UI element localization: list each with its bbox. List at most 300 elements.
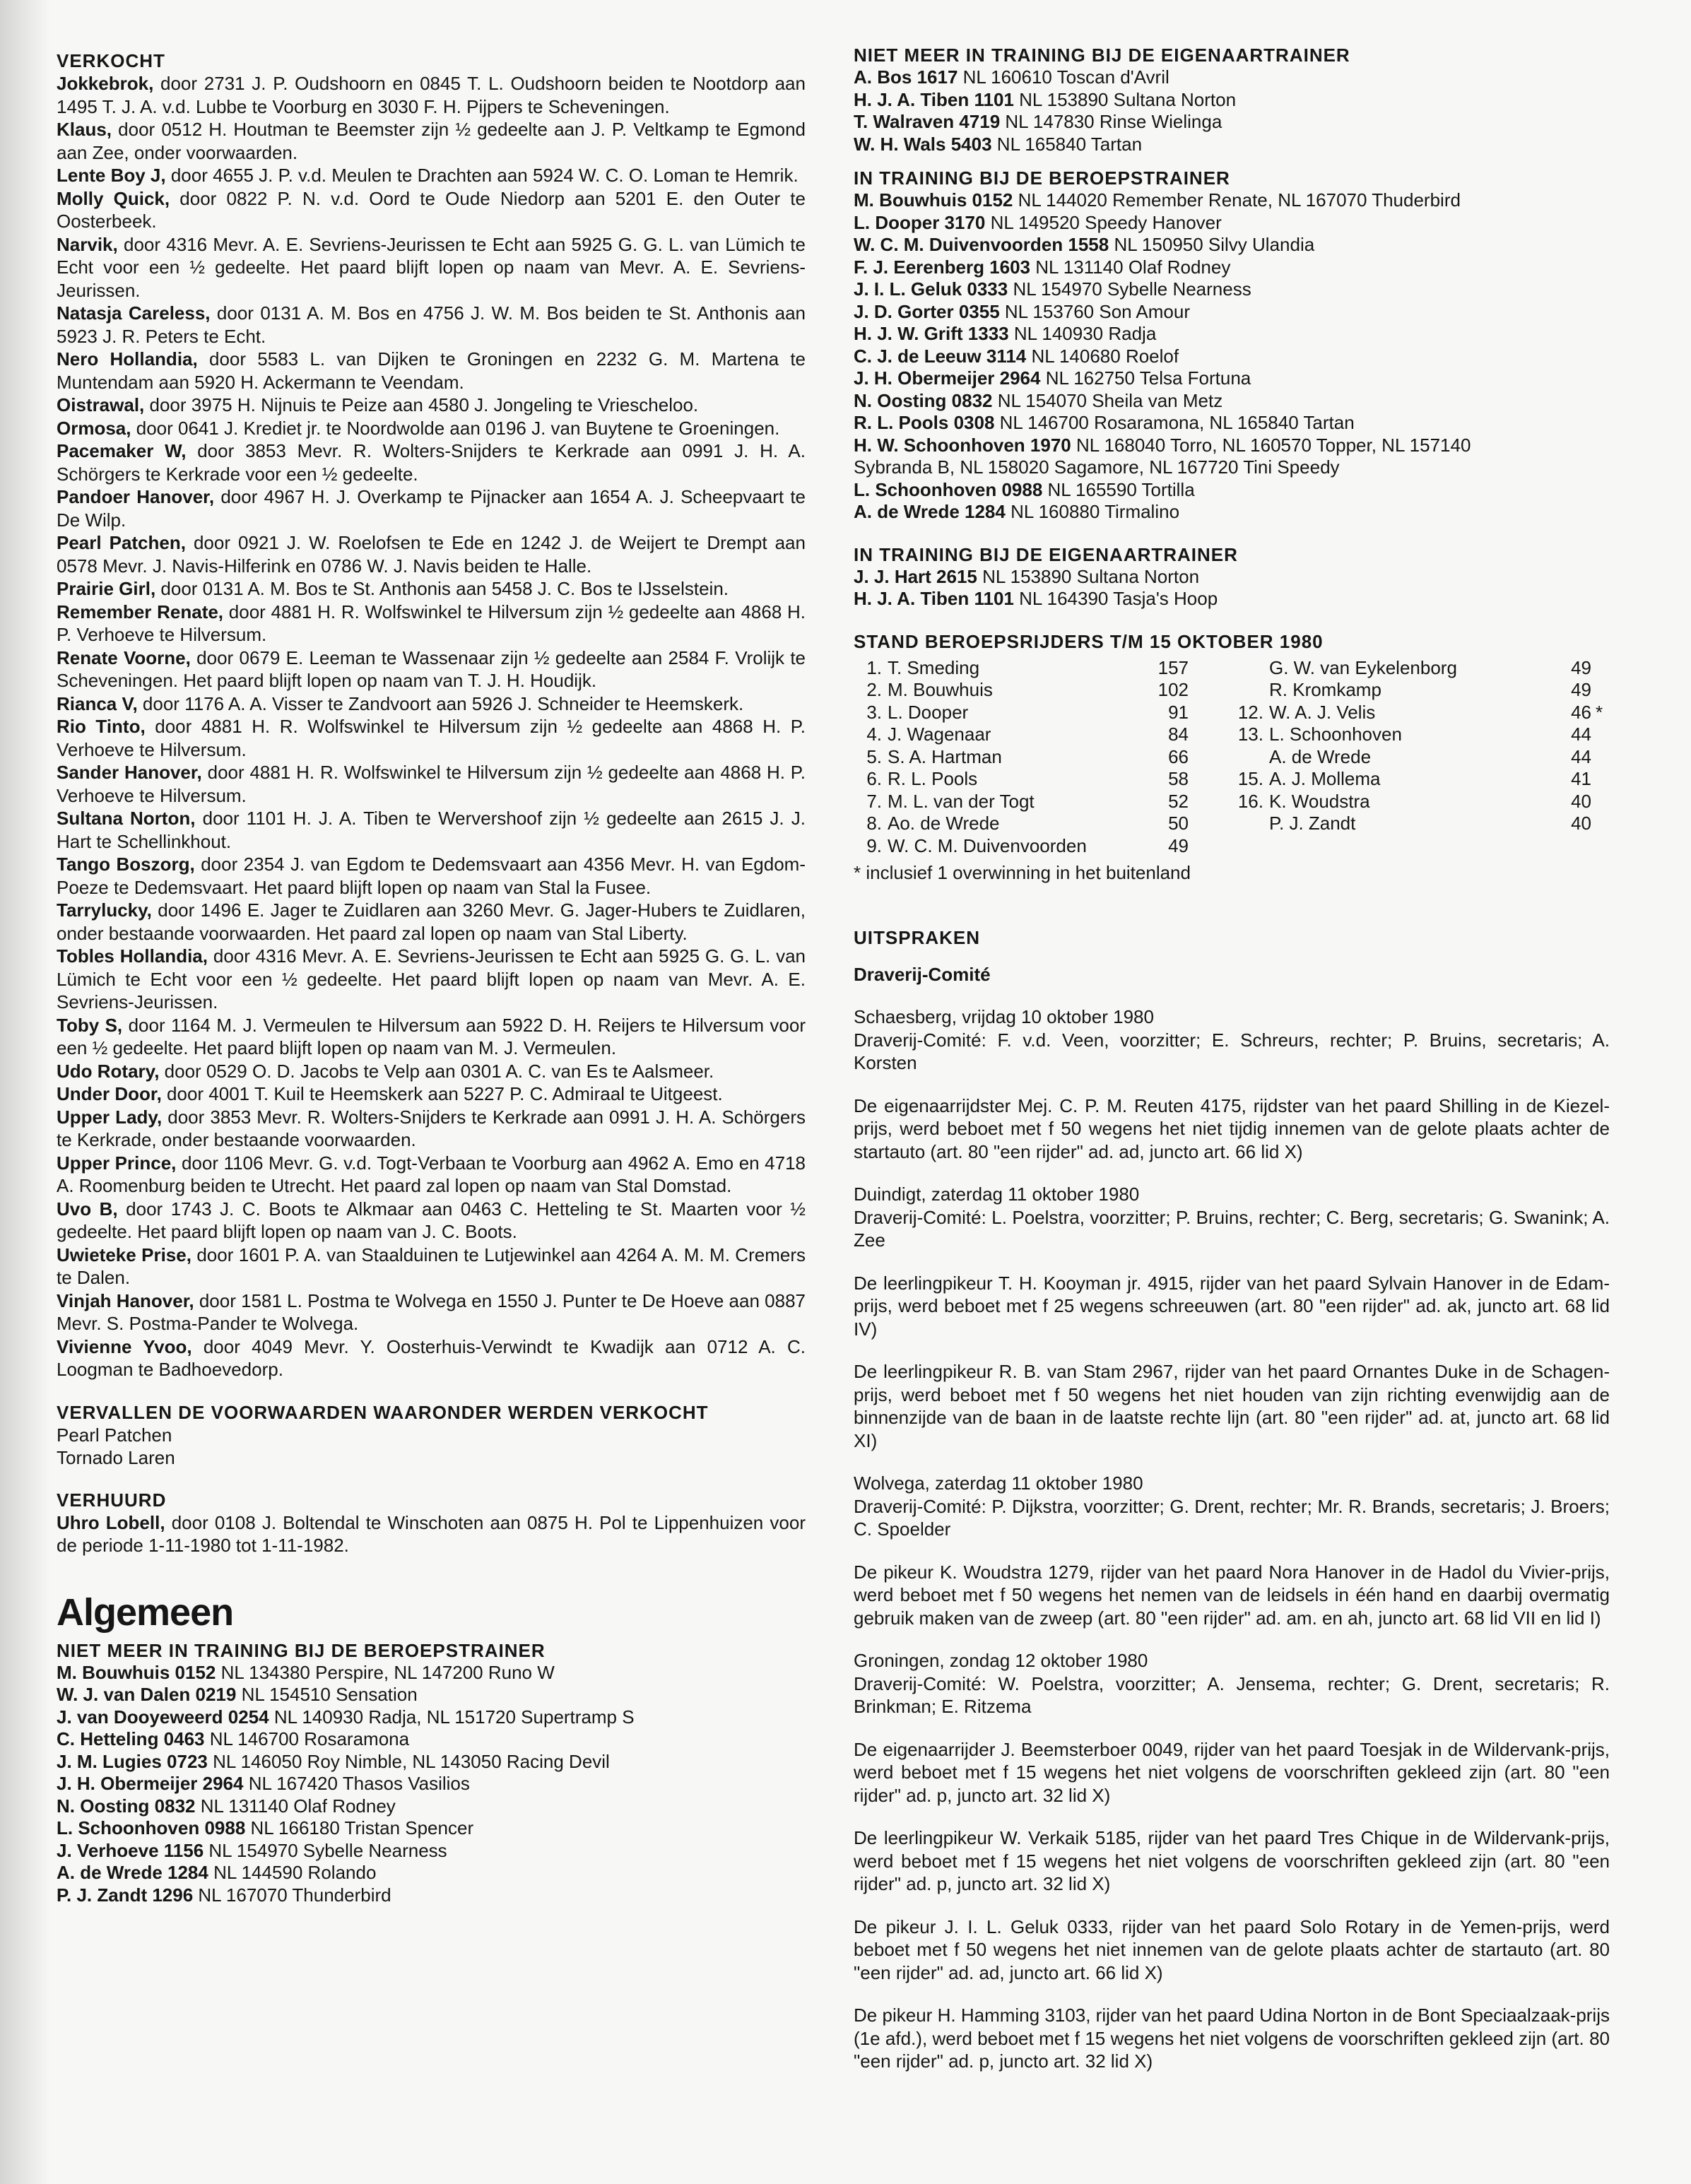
sale-entry: [57, 394, 806, 417]
entry-text: door 4316 Mevr. A. E. Sevriens-Jeurissen te Echt aan 5925 G. G. L. van Lümich te Echt voor een ½ gedeelte. Het paard blijft lopen op naam van Mevr. A. E. Sevriens-Jeurissen.: [57, 945, 806, 1013]
horse-list: NL 153890 Sultana Norton: [982, 565, 1200, 587]
entry-text: door 4001 T. Kuil te Heemskerk aan 5227 P. C. Admiraal te Uitgeest.: [167, 1083, 723, 1104]
horse-list: NL 140680 Roelof: [1031, 345, 1179, 367]
rank: [1235, 657, 1269, 680]
points: 84: [1168, 724, 1189, 745]
horse-list: NL 144590 Rolando: [213, 1862, 377, 1883]
training-entry: [854, 390, 1610, 413]
training-entry: [854, 212, 1610, 235]
training-entry: [854, 367, 1610, 390]
trainer-name: T. Walraven 4719: [854, 111, 1001, 132]
horse-name: Rio Tinto,: [57, 716, 146, 737]
horse-list: NL 131140 Olaf Rodney: [200, 1795, 396, 1817]
training-entry: [854, 456, 1610, 479]
sale-entry: [57, 945, 806, 1014]
horse-list: NL 168040 Torro, NL 160570 Topper, NL 157140: [1076, 434, 1471, 456]
horse-name: Pearl Patchen: [57, 1424, 172, 1446]
left-column: [57, 49, 806, 1906]
horse-list: NL 146700 Rosaramona, NL 165840 Tartan: [999, 412, 1355, 433]
footnote-mark: [1591, 813, 1610, 835]
sale-entry: [57, 692, 806, 716]
points: 52: [1168, 790, 1189, 812]
points: 49: [1571, 656, 1591, 678]
horse-name: Uwieteke Prise,: [57, 1244, 192, 1265]
entry-text: door 0131 A. M. Bos en 4756 J. W. M. Bos beiden te St. Anthonis aan 5923 J. R. Peters te Echt.: [57, 302, 806, 347]
entry-text: door 0641 J. Krediet jr. te Noordwolde aan 0196 J. van Buytene te Groeningen.: [136, 417, 780, 439]
rank: 13.: [1237, 724, 1263, 745]
rank: 16.: [1237, 790, 1263, 812]
rider-name: G. W. van Eykelenborg: [1269, 656, 1457, 678]
rider-name: K. Woudstra: [1269, 790, 1370, 812]
sale-entry: [57, 302, 806, 348]
trainer-name: H. J. A. Tiben 1101: [854, 88, 1014, 110]
trainer-name: C. J. de Leeuw 3114: [854, 345, 1027, 367]
entry-text: door 1601 P. A. van Staalduinen te Lutjewinkel aan 4264 A. M. M. Cremers te Dalen.: [57, 1244, 806, 1288]
trainer-name: L. Schoonhoven 0988: [57, 1817, 246, 1838]
horse-list: NL 140930 Radja, NL 151720 Supertramp S: [273, 1706, 635, 1728]
meeting-place-date: Schaesberg, vrijdag 10 oktober 1980: [854, 1006, 1154, 1027]
training-entry: [57, 1840, 806, 1863]
standings-row: [1235, 813, 1610, 835]
standings-row: [854, 679, 1207, 702]
trainer-name: N. Oosting 0832: [57, 1795, 196, 1817]
in-beroeps-heading: IN TRAINING BIJ DE BEROEPSTRAINER: [854, 167, 1230, 189]
points: 66: [1168, 745, 1189, 767]
standings-row: [1235, 679, 1610, 702]
horse-name: Lente Boy J,: [57, 165, 166, 186]
sale-entry: [57, 1060, 806, 1083]
rank: 3.: [866, 701, 882, 723]
sale-entry: [57, 439, 806, 485]
entry-text: door 4881 H. R. Wolfswinkel te Hilversum zijn ½ gedeelte aan 4868 H. P. Verhoeve te Hilversum.: [57, 601, 806, 645]
horse-list: NL 167070 Thunderbird: [198, 1884, 391, 1906]
horse-list: NL 167420 Thasos Vasilios: [248, 1773, 470, 1794]
horse-name: Vivienne Yvoo,: [57, 1335, 192, 1357]
entry-text: door 3853 Mevr. R. Wolters-Snijders te Kerkrade aan 0991 J. H. A. Schörgers te Kerkrade, onder bestaande voorwaarden.: [57, 1106, 806, 1150]
horse-name: Upper Lady,: [57, 1106, 163, 1128]
ruling-text: De pikeur J. I. L. Geluk 0333, rijder van het paard Solo Rotary in de Yemen-prijs, werd beboet met f 50 wegens het niet innemen van de gelote plaats achter de startauto (art. 80 "een rijder" ad. ad, juncto art. 66 lid X): [854, 1916, 1610, 1983]
verkocht-heading: VERKOCHT: [57, 50, 165, 71]
footnote-mark: [1189, 835, 1207, 858]
trainer-name: A. de Wrede 1284: [57, 1862, 208, 1883]
comite-members: Draverij-Comité: L. Poelstra, voorzitter; P. Bruins, rechter; C. Berg, secretaris; G. Swanink; A. Zee: [854, 1206, 1610, 1251]
entry-text: door 0921 J. W. Roelofsen te Ede en 1242 J. de Weijert te Drempt aan 0578 Mevr. J. Navis-Hilferink en 0786 W. J. Navis beiden te Halle.: [57, 532, 806, 577]
sale-entry: [57, 899, 806, 945]
ruling-block: [854, 2004, 1610, 2073]
meeting-place-date: Groningen, zondag 12 oktober 1980: [854, 1650, 1148, 1671]
sale-entry: [57, 1082, 806, 1106]
niet-beroeps-heading: NIET MEER IN TRAINING BIJ DE BEROEPSTRAINER: [57, 1639, 546, 1661]
rank: 2.: [866, 679, 882, 700]
sale-entry: [57, 233, 806, 302]
entry-text: door 0131 A. M. Bos te St. Anthonis aan 5458 J. C. Bos te IJsselstein.: [160, 578, 729, 599]
ruling-text: De leerlingpikeur R. B. van Stam 2967, rijder van het paard Ornantes Duke in de Schagen-prijs, werd beboet met f 50 wegens het niet houden van zijn richting evenwijdig aan de binnenzijde van de baan in de laatste rechte lijn (art. 80 "een rijder" ad. at, juncto art. 68 lid XI): [854, 1361, 1610, 1451]
sale-entry: [57, 577, 806, 601]
entry-text: door 1176 A. A. Visser te Zandvoort aan 5926 J. Schneider te Heemskerk.: [142, 692, 744, 714]
trainer-name: R. L. Pools 0308: [854, 412, 995, 433]
ruling-text: De eigenaarrijdster Mej. C. P. M. Reuten 4175, rijdster van het paard Shilling in de Kiezel-prijs, werd beboet met f 50 wegens het niet tijdig innemen van de gelote plaats achter de startauto (art. 80 "een rijder" ad. ad, juncto art. 66 lid X): [854, 1094, 1610, 1162]
points: 49: [1571, 679, 1591, 700]
training-entry: [57, 1817, 806, 1840]
training-entry: [854, 301, 1610, 324]
training-entry: [57, 1684, 806, 1706]
entry-text: door 1743 J. C. Boots te Alkmaar aan 0463 C. Hetteling te St. Maarten voor ½ gedeelte. Het paard blijft lopen op naam van J. C. Boots.: [57, 1198, 806, 1242]
horse-name: Narvik,: [57, 233, 118, 255]
entry-text: door 1496 E. Jager te Zuidlaren aan 3260 Mevr. G. Jager-Hubers te Zuidlaren, onder bestaande voorwaarden. Het paard zal lopen op naam van Stal Liberty.: [57, 899, 806, 944]
footnote-mark: [1591, 657, 1610, 680]
rider-name: M. Bouwhuis: [888, 679, 993, 700]
ruling-block: [854, 1916, 1610, 1985]
footnote-mark: [1189, 768, 1207, 791]
horse-list: NL 146700 Rosaramona: [209, 1728, 410, 1749]
footnote-mark: [1591, 768, 1610, 791]
horse-name: Toby S,: [57, 1014, 123, 1036]
points: 41: [1571, 768, 1591, 789]
trainer-name: W. J. van Dalen 0219: [57, 1684, 237, 1705]
training-entry: [854, 566, 1610, 589]
horse-name: Tarrylucky,: [57, 899, 152, 921]
standings-row: [1235, 724, 1610, 746]
standings-row: [854, 724, 1207, 746]
comite-members: Draverij-Comité: P. Dijkstra, voorzitter; G. Drent, rechter; Mr. R. Brands, secretaris; J. Broers; C. Spoelder: [854, 1495, 1610, 1540]
training-entry: [854, 479, 1610, 502]
trainer-name: M. Bouwhuis 0152: [57, 1661, 216, 1683]
rider-name: R. Kromkamp: [1269, 679, 1381, 700]
rank: 7.: [866, 790, 882, 812]
horse-name: Vinjah Hanover,: [57, 1289, 194, 1311]
rank: 1.: [866, 656, 882, 678]
standings-row: [1235, 791, 1610, 813]
rider-name: L. Schoonhoven: [1269, 724, 1402, 745]
horse-list: NL 131140 Olaf Rodney: [1035, 256, 1231, 278]
trainer-name: J. van Dooyeweerd 0254: [57, 1706, 269, 1728]
horse-list: NL 134380 Perspire, NL 147200 Runo W: [220, 1661, 555, 1683]
trainer-name: J. I. L. Geluk 0333: [854, 278, 1008, 300]
sale-entry: [57, 1289, 806, 1335]
sale-entry: [57, 1152, 806, 1198]
footnote-mark: *: [1596, 701, 1603, 723]
rank: [1235, 813, 1269, 835]
training-entry: [854, 256, 1610, 279]
horse-name: Molly Quick,: [57, 187, 170, 209]
sale-entry: [57, 1106, 806, 1152]
horse-list: NL 153760 Son Amour: [1004, 300, 1190, 322]
training-entry: [854, 278, 1610, 301]
horse-name: Pandoer Hanover,: [57, 486, 215, 507]
comite-members: Draverij-Comité: W. Poelstra, voorzitter; A. Jensema, rechter; G. Drent, secretaris; R. Brinkman; E. Ritzema: [854, 1672, 1610, 1717]
footnote-mark: [1591, 746, 1610, 769]
training-entry: [854, 134, 1610, 156]
rank: 6.: [866, 768, 882, 789]
sale-entry: [57, 853, 806, 899]
entry-text: door 4316 Mevr. A. E. Sevriens-Jeurissen te Echt aan 5925 G. G. L. van Lümich te Echt voor een ½ gedeelte. Het paard blijft lopen op naam van Mevr. A. E. Sevriens-Jeurissen.: [57, 233, 806, 301]
ruling-text: De pikeur H. Hamming 3103, rijder van het paard Udina Norton in de Bont Speciaalzaak-prijs (1e afd.), werd beboet met f 15 wegens het niet volgens de voorschriften gekleed zijn (art. 80 "een rijder" ad. p, juncto art. 32 lid X): [854, 2005, 1610, 2072]
rider-name: W. A. J. Velis: [1269, 701, 1376, 723]
points: 49: [1168, 834, 1189, 856]
trainer-name: F. J. Eerenberg 1603: [854, 256, 1031, 278]
horse-name: Pacemaker W,: [57, 440, 187, 461]
horse-list: Sybranda B, NL 158020 Sagamore, NL 167720 Tini Speedy: [854, 456, 1340, 478]
training-entry: [854, 234, 1610, 256]
horse-list: NL 140930 Radja: [1013, 323, 1157, 344]
sale-entry: [57, 485, 806, 531]
comite-heading: Draverij-Comité: [854, 964, 991, 985]
rider-name: M. L. van der Togt: [888, 790, 1035, 812]
trainer-name: J. M. Lugies 0723: [57, 1750, 208, 1772]
sale-entry: [57, 348, 806, 394]
uitspraken-heading: UITSPRAKEN: [854, 927, 981, 948]
meeting-block: [854, 1183, 1610, 1252]
horse-list: NL 154070 Sheila van Metz: [997, 389, 1223, 411]
footnote-mark: [1591, 679, 1610, 702]
horse-list: NL 149520 Speedy Hanover: [990, 211, 1222, 233]
rank: 15.: [1237, 768, 1263, 789]
horse-list: NL 154510 Sensation: [241, 1684, 418, 1705]
trainer-name: J. H. Obermeijer 2964: [57, 1773, 244, 1794]
rank: 12.: [1237, 701, 1263, 723]
horse-list: NL 154970 Sybelle Nearness: [1013, 278, 1251, 300]
sale-entry: [57, 164, 806, 187]
entry-text: door 1106 Mevr. G. v.d. Togt-Verbaan te Voorburg aan 4962 A. Emo en 4718 A. Roomenburg beiden te Utrecht. Het paard zal lopen op naam van Stal Domstad.: [57, 1152, 806, 1196]
niet-beroeps-list: [57, 1662, 806, 1907]
stand-heading: STAND BEROEPSRIJDERS T/M 15 OKTOBER 1980: [854, 630, 1324, 652]
vervallen-heading: VERVALLEN DE VOORWAARDEN WAARONDER WERDEN VERKOCHT: [57, 1401, 709, 1423]
entry-text: door 0529 O. D. Jacobs te Velp aan 0301 A. C. van Es te Aalsmeer.: [164, 1060, 714, 1082]
training-entry: [57, 1773, 806, 1795]
trainer-name: L. Dooper 3170: [854, 211, 986, 233]
in-eigen-list: [854, 566, 1610, 610]
trainer-name: J. Verhoeve 1156: [57, 1839, 204, 1861]
entry-text: door 4881 H. R. Wolfswinkel te Hilversum zijn ½ gedeelte aan 4868 H. P. Verhoeve te Hilversum.: [57, 762, 806, 806]
horse-name: Udo Rotary,: [57, 1060, 160, 1082]
rank: 9.: [866, 834, 882, 856]
horse-name: Uhro Lobell,: [57, 1511, 165, 1533]
footnote-mark: [1189, 657, 1207, 680]
trainer-name: C. Hetteling 0463: [57, 1728, 205, 1749]
horse-name: Tobles Hollandia,: [57, 945, 208, 967]
footnote-mark: [1189, 746, 1207, 769]
trainer-name: J. D. Gorter 0355: [854, 300, 1000, 322]
entry-text: door 3853 Mevr. R. Wolters-Snijders te Kerkrade aan 0991 J. H. A. Schörgers te Kerkrade voor een ½ gedeelte.: [57, 440, 806, 485]
entry-text: door 4967 H. J. Overkamp te Pijnacker aan 1654 A. J. Scheepvaart te De Wilp.: [57, 486, 806, 531]
footnote-mark: [1189, 702, 1207, 724]
ruling-text: De eigenaarrijder J. Beemsterboer 0049, rijder van het paard Toesjak in de Wildervank-prijs, werd beboet met f 15 wegens het niet volgens de voorschriften gekleed zijn (art. 80 "een rijder" ad. p, juncto art. 32 lid X): [854, 1738, 1610, 1806]
points: 50: [1168, 813, 1189, 834]
horse-name: Under Door,: [57, 1083, 162, 1104]
rider-name: R. L. Pools: [888, 768, 978, 789]
standings-row: [1235, 702, 1610, 724]
rider-name: A. de Wrede: [1269, 745, 1372, 767]
horse-list: NL 150950 Silvy Ulandia: [1114, 234, 1315, 255]
training-entry: [854, 189, 1610, 212]
trainer-name: J. H. Obermeijer 2964: [854, 367, 1041, 389]
ruling-block: [854, 1826, 1610, 1896]
entry-text: door 0512 H. Houtman te Beemster zijn ½ gedeelte aan J. P. Veltkamp te Egmond aan Zee, onder voorwaarden.: [57, 119, 806, 163]
sale-entry: [57, 601, 806, 647]
entry-text: door 0822 P. N. v.d. Oord te Oude Niedorp aan 5201 E. den Outer te Oosterbeek.: [57, 187, 806, 232]
footnote-mark: [1189, 791, 1207, 813]
training-entry: [854, 435, 1610, 457]
horse-name: Upper Prince,: [57, 1152, 177, 1174]
training-entry: [854, 412, 1610, 435]
horse-name: Tango Boszorg,: [57, 854, 195, 875]
sale-entry: [57, 647, 806, 692]
horse-name: Nero Hollandia,: [57, 348, 198, 370]
entry-text: door 1164 M. J. Vermeulen te Hilversum aan 5922 D. H. Reijers te Hilversum voor een ½ gedeelte. Het paard blijft lopen op naam van M. J. Vermeulen.: [57, 1014, 806, 1058]
horse-list: NL 144020 Remember Renate, NL 167070 Thuderbird: [1018, 189, 1461, 211]
niet-eigen-heading: NIET MEER IN TRAINING BIJ DE EIGENAARTRAINER: [854, 45, 1350, 66]
horse-name: Prairie Girl,: [57, 578, 156, 599]
training-entry: [57, 1862, 806, 1884]
meeting-block: [854, 1472, 1610, 1541]
training-entry: [854, 501, 1610, 524]
rider-name: A. J. Mollema: [1269, 768, 1381, 789]
rank: 4.: [866, 724, 882, 745]
sale-entry: [57, 761, 806, 807]
horse-list: NL 160610 Toscan d'Avril: [962, 66, 1169, 88]
points: 58: [1168, 768, 1189, 789]
sale-entry: [57, 417, 806, 440]
horse-list: NL 164390 Tasja's Hoop: [1019, 588, 1218, 609]
ruling-block: [854, 1272, 1610, 1341]
horse-list: NL 154970 Sybelle Nearness: [208, 1839, 447, 1861]
ruling-block: [854, 1738, 1610, 1807]
training-entry: [854, 588, 1610, 610]
trainer-name: W. C. M. Duivenvoorden 1558: [854, 234, 1109, 255]
horse-list: NL 166180 Tristan Spencer: [250, 1817, 474, 1838]
training-entry: [854, 89, 1610, 112]
standings-row: [854, 746, 1207, 769]
training-entry: [57, 1706, 806, 1729]
standings-row: [854, 813, 1207, 835]
trainer-name: N. Oosting 0832: [854, 389, 993, 411]
horse-list: NL 153890 Sultana Norton: [1019, 88, 1237, 110]
rider-name: J. Wagenaar: [888, 724, 991, 745]
ruling-block: [854, 1561, 1610, 1630]
standings-row: [854, 835, 1207, 858]
trainer-name: J. J. Hart 2615: [854, 565, 977, 587]
rider-name: Ao. de Wrede: [888, 813, 1000, 834]
footnote-mark: [1189, 813, 1207, 835]
niet-eigen-list: [854, 66, 1610, 155]
stand-column-left: [854, 657, 1207, 858]
horse-list: NL 146050 Roy Nimble, NL 143050 Racing Devil: [213, 1750, 610, 1772]
ruling-text: De pikeur K. Woudstra 1279, rijder van het paard Nora Hanover in de Hadol du Vivier-prijs, werd beboet met f 50 wegens het nemen van de leidsels in één hand en daarbij overmatig gebruik maken van de zweep (art. 80 "een rijder" ad. am. en ah, juncto art. 68 lid VII en lid I): [854, 1561, 1610, 1629]
stand-column-right: [1235, 657, 1610, 858]
rider-name: S. A. Hartman: [888, 745, 1002, 767]
standings-row: [1235, 746, 1610, 769]
footnote-mark: [1189, 724, 1207, 746]
trainer-name: A. de Wrede 1284: [854, 501, 1006, 522]
trainer-name: W. H. Wals 5403: [854, 133, 992, 155]
rider-name: P. J. Zandt: [1269, 813, 1356, 834]
entry-text: door 3975 H. Nijnuis te Peize aan 4580 J. Jongeling te Vriescheloo.: [149, 394, 699, 415]
entry-text: door 1581 L. Postma te Wolvega en 1550 J. Punter te De Hoeve aan 0887 Mevr. S. Postma-Pander te Wolvega.: [57, 1289, 806, 1334]
training-entry: [57, 1751, 806, 1773]
horse-name: Uvo B,: [57, 1198, 118, 1220]
entry-text: door 2731 J. P. Oudshoorn en 0845 T. L. Oudshoorn beiden te Nootdorp aan 1495 T. J. A. v.d. Lubbe te Voorburg en 3030 F. H. Pijpers te Scheveningen.: [57, 73, 806, 117]
trainer-name: H. J. W. Grift 1333: [854, 323, 1009, 344]
meeting-place-date: Wolvega, zaterdag 11 oktober 1980: [854, 1472, 1143, 1494]
rider-name: W. C. M. Duivenvoorden: [888, 834, 1087, 856]
rider-name: T. Smeding: [888, 656, 980, 678]
verkocht-list: [57, 72, 806, 1381]
training-entry: [57, 1662, 806, 1684]
horse-name: Renate Voorne,: [57, 647, 191, 668]
points: 102: [1157, 679, 1189, 700]
entry-text: door 5583 L. van Dijken te Groningen en 2232 G. M. Martena te Muntendam aan 5920 H. Ackermann te Veendam.: [57, 348, 806, 393]
rank: 8.: [866, 813, 882, 834]
horse-name: Pearl Patchen,: [57, 532, 186, 553]
verhuurd-entry: [57, 1511, 806, 1557]
horse-name: Sultana Norton,: [57, 808, 196, 829]
points: 40: [1571, 790, 1591, 812]
entry-text: door 1101 H. J. A. Tiben te Wervershoof zijn ½ gedeelte aan 2615 J. J. Hart te Schellinkhout.: [57, 808, 806, 852]
points: 91: [1168, 701, 1189, 723]
rank: [1235, 679, 1269, 702]
horse-name: Oistrawal,: [57, 394, 145, 415]
entry-text: door 2354 J. van Egdom te Dedemsvaart aan 4356 Mevr. H. van Egdom-Poeze te Dedemsvaart. Het paard blijft lopen op naam van Stal la Fusee.: [57, 854, 806, 898]
entry-text: door 0108 J. Boltendal te Winschoten aan 0875 H. Pol te Lippenhuizen voor de periode 1-11-1980 tot 1-11-1982.: [57, 1511, 806, 1556]
entry-text: door 4049 Mevr. Y. Oosterhuis-Verwindt te Kwadijk aan 0712 A. C. Loogman te Badhoevedorp.: [57, 1335, 806, 1380]
sale-entry: [57, 1244, 806, 1289]
meeting-place-date: Duindigt, zaterdag 11 oktober 1980: [854, 1184, 1140, 1205]
entry-text: door 0679 E. Leeman te Wassenaar zijn ½ gedeelte aan 2584 F. Vrolijk te Scheveningen. Het paard blijft lopen op naam van T. J. H. Houdijk.: [57, 647, 806, 691]
horse-list: NL 160880 Tirmalino: [1011, 501, 1180, 522]
footnote-mark: [1591, 791, 1610, 813]
horse-name: Rianca V,: [57, 692, 138, 714]
ruling-text: De leerlingpikeur W. Verkaik 5185, rijder van het paard Tres Chique in de Wildervank-prijs, werd beboet met f 15 wegens het niet volgens de voorschriften gekleed zijn (art. 80 "een rijder" ad. p, juncto art. 32 lid X): [854, 1827, 1610, 1894]
horse-name: Remember Renate,: [57, 601, 224, 622]
uitspraken-list: [854, 1005, 1610, 2073]
page-edge-shadow: [0, 0, 49, 2184]
section-title-algemeen: Algemeen: [57, 1590, 234, 1634]
ruling-block: [854, 1360, 1610, 1452]
sale-entry: [57, 187, 806, 233]
right-column: [854, 44, 1610, 2093]
standings-row: [854, 768, 1207, 791]
training-entry: [57, 1884, 806, 1907]
standings-row: [854, 791, 1207, 813]
horse-name: Klaus,: [57, 119, 112, 140]
training-entry: [57, 1728, 806, 1751]
footnote-mark: [1189, 679, 1207, 702]
meeting-block: [854, 1005, 1610, 1075]
points: 157: [1157, 656, 1189, 678]
ruling-text: De leerlingpikeur T. H. Kooyman jr. 4915, rijder van het paard Sylvain Hanover in de Edam-prijs, werd beboet met f 25 wegens schreeuwen (art. 80 "een rijder" ad. ak, juncto art. 68 lid IV): [854, 1272, 1610, 1340]
training-entry: [57, 1795, 806, 1818]
trainer-name: P. J. Zandt 1296: [57, 1884, 194, 1906]
stand-note: * inclusief 1 overwinning in het buitenland: [854, 862, 1191, 883]
horse-list: NL 165590 Tortilla: [1047, 478, 1195, 500]
rank: [1235, 746, 1269, 769]
entry-text: door 4881 H. R. Wolfswinkel te Hilversum zijn ½ gedeelte aan 4868 H. P. Verhoeve te Hilversum.: [57, 716, 806, 760]
stand-table: [854, 657, 1610, 858]
horse-list: NL 162750 Telsa Fortuna: [1045, 367, 1251, 389]
comite-members: Draverij-Comité: F. v.d. Veen, voorzitter; E. Schreurs, rechter; P. Bruins, secretaris; A. Korsten: [854, 1029, 1610, 1073]
trainer-name: A. Bos 1617: [854, 66, 958, 88]
points: 40: [1571, 813, 1591, 834]
trainer-name: L. Schoonhoven 0988: [854, 478, 1043, 500]
entry-text: door 4655 J. P. v.d. Meulen te Drachten aan 5924 W. C. O. Loman te Hemrik.: [170, 165, 799, 186]
trainer-name: H. J. A. Tiben 1101: [854, 588, 1014, 609]
points: 46: [1571, 701, 1591, 723]
rank: 5.: [866, 745, 882, 767]
vervallen-list: [57, 1424, 806, 1469]
horse-name: Ormosa,: [57, 417, 131, 439]
training-entry: [854, 66, 1610, 89]
sale-entry: [57, 715, 806, 761]
